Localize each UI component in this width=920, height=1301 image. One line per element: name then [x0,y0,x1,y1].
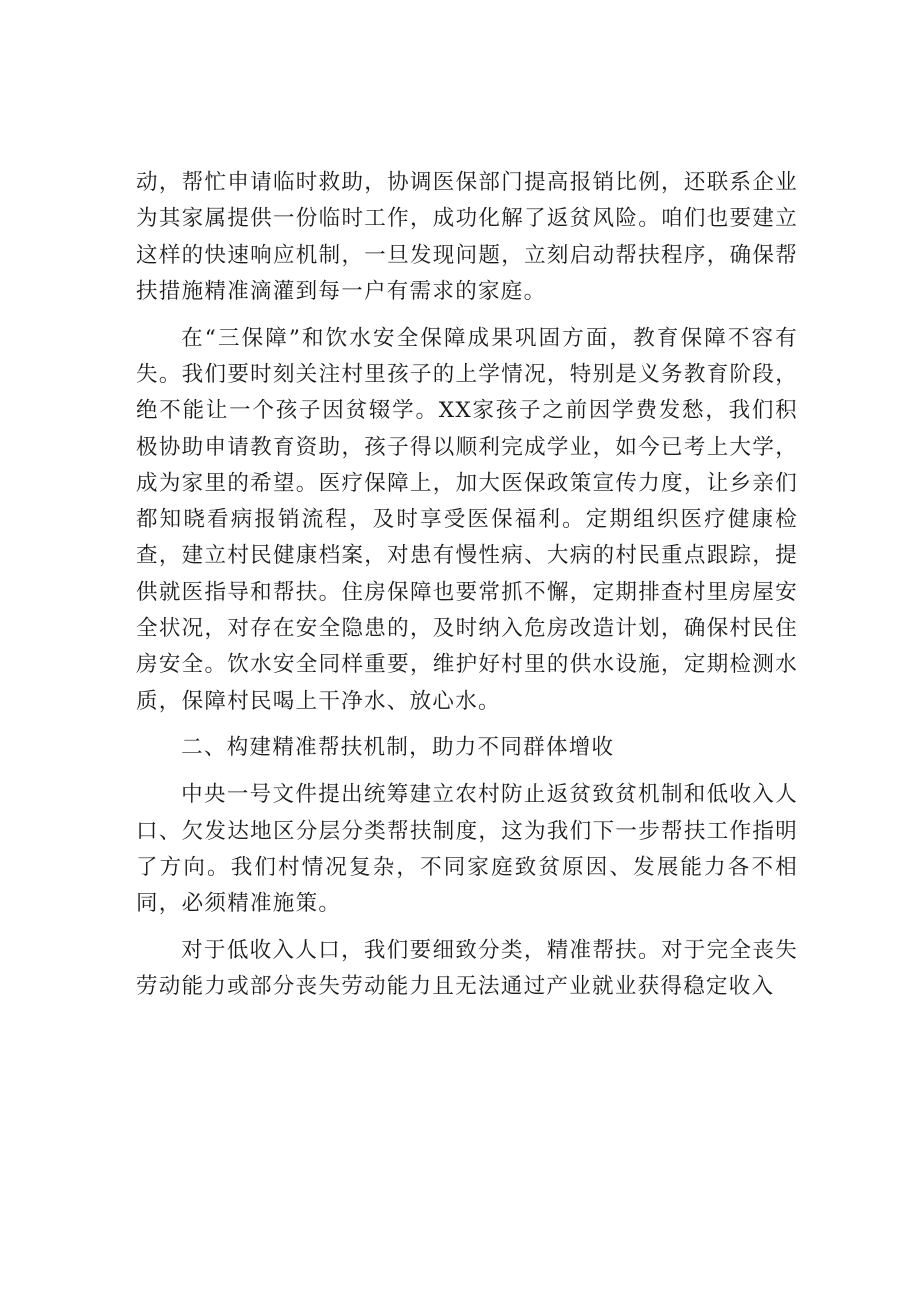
document-body [136,165,798,1016]
section-heading: 二、构建精准帮扶机制，助力不同群体增收 [181,735,615,761]
paragraph-continuation: 动，帮忙申请临时救助，协调医保部门提高报销比例，还联系企业为其家属提供一份临时工作，成功化解了返贫风险。咱们也要建立这样的快速响应机制，一旦发现问题，立刻启动帮扶程序，确保帮扶措施精准滴灌到每一户有需求的家庭。 [136,170,798,304]
paragraph-low-income: 对于低收入人口，我们要细致分类，精准帮扶。对于完全丧失劳动能力或部分丧失劳动能力且无法通过产业就业获得稳定收入 [136,937,798,1000]
paragraph-three-guarantees: 在“三保障”和饮水安全保障成果巩固方面，教育保障不容有失。我们要时刻关注村里孩子的上学情况，特别是义务教育阶段，绝不能让一个孩子因贫辍学。XX家孩子之前因学费发愁，我们积极协助申请教育资助，孩子得以顺利完成学业，如今已考上大学，成为家里的希望。医疗保障上，加大医保政策宣传力度，让乡亲们都知晓看病报销流程，及时享受医保福利。定期组织医疗健康检查，建立村民健康档案，对患有慢性病、大病的村民重点跟踪，提供就医指导和帮扶。住房保障也要常抓不懈，定期排查村里房屋安全状况，对存在安全隐患的，及时纳入危房改造计划，确保村民住房安全。饮水安全同样重要，维护好村里的供水设施，定期检测水质，保障村民喝上干净水、放心水。 [136,325,798,714]
paragraph-central-document: 中央一号文件提出统筹建立农村防止返贫致贫机制和低收入人口、欠发达地区分层分类帮扶制度，这为我们下一步帮扶工作指明了方向。我们村情况复杂，不同家庭致贫原因、发展能力各不相同，必须精准施策。 [136,782,798,917]
